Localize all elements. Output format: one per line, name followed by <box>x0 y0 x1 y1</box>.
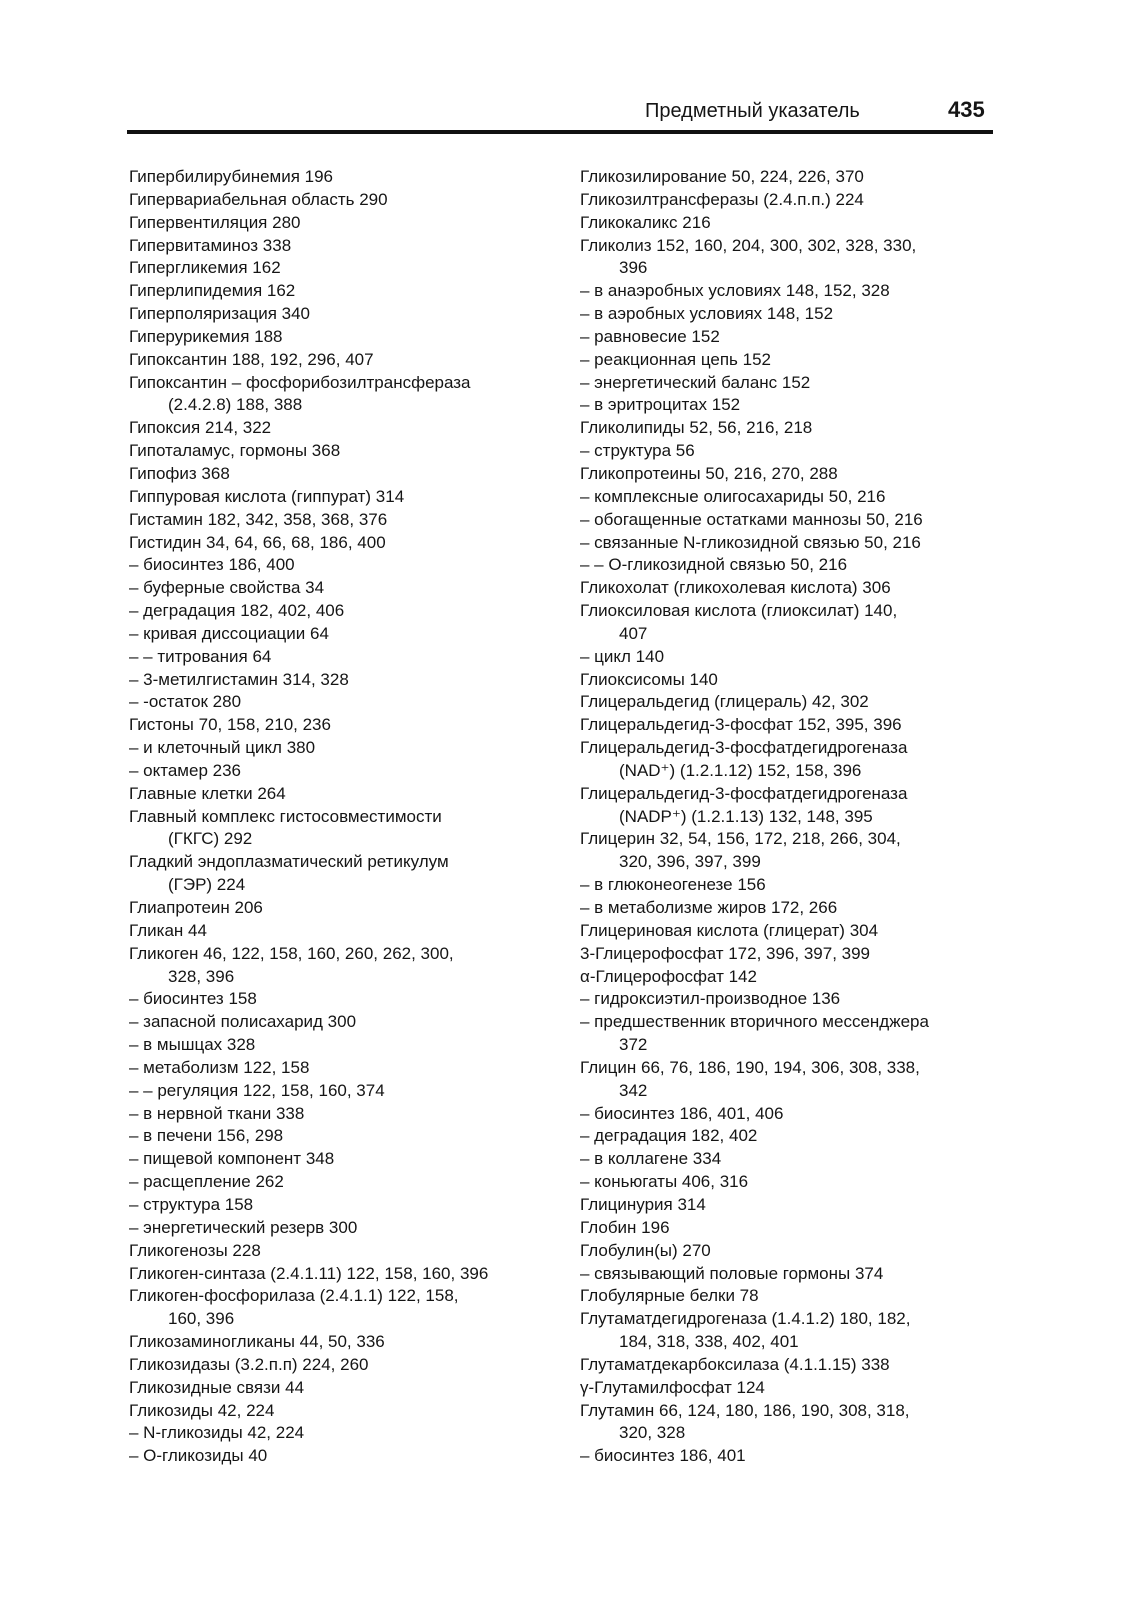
index-entry: Гликозилирование 50, 224, 226, 370 <box>580 167 864 186</box>
index-entry-continuation: 328, 396 <box>168 966 235 986</box>
index-entry: Гистидин 34, 64, 66, 68, 186, 400 <box>129 532 386 552</box>
index-entry: – связанные N-гликозидной связью 50, 216 <box>580 532 921 552</box>
index-entry-continuation: 396 <box>619 258 648 278</box>
index-entry: Гиперурикемия 188 <box>129 326 283 346</box>
index-entry: – 3-метилгистамин 314, 328 <box>129 669 349 689</box>
index-entry: – в коллагене 334 <box>580 1149 722 1169</box>
index-entry: – обогащенные остатками маннозы 50, 216 <box>580 509 923 529</box>
index-entry: Гликозилтрансферазы (2.4.п.п.) 224 <box>580 189 864 209</box>
index-entry: – в печени 156, 298 <box>129 1126 284 1146</box>
index-entry: – в аэробных условиях 148, 152 <box>580 304 834 324</box>
index-entry: Гипервентиляция 280 <box>129 212 301 232</box>
index-entry: Гликогенозы 228 <box>129 1240 261 1260</box>
index-entry: Гипергликемия 162 <box>129 258 281 278</box>
index-entry: Глутаматдекарбоксилаза (4.1.1.15) 338 <box>580 1354 890 1374</box>
index-entry: Глицеральдегид (глицераль) 42, 302 <box>580 692 869 712</box>
index-entry: – метаболизм 122, 158 <box>129 1057 310 1077</box>
index-entry: – в эритроцитах 152 <box>580 395 741 415</box>
index-entry: – равновесие 152 <box>580 326 720 346</box>
index-entry-continuation: (ГКГС) 292 <box>168 829 253 849</box>
index-entry: – биосинтез 186, 401 <box>580 1446 746 1466</box>
index-entry: Глобулярные белки 78 <box>580 1286 759 1306</box>
index-entry: Глицерин 32, 54, 156, 172, 218, 266, 304, <box>580 829 901 849</box>
index-entry: Главный комплекс гистосовместимости <box>129 806 442 826</box>
index-entry: – кривая диссоциации 64 <box>129 623 329 643</box>
index-entry: Гликопротеины 50, 216, 270, 288 <box>580 463 838 483</box>
index-entry: Глицин 66, 76, 186, 190, 194, 306, 308, 338, <box>580 1057 920 1077</box>
index-entry: Гликолипиды 52, 56, 216, 218 <box>580 418 813 438</box>
index-entry: – запасной полисахарид 300 <box>129 1012 357 1032</box>
index-entry: Глицеральдегид-3-фосфатдегидрогеназа <box>580 783 908 803</box>
index-entry: Глицеральдегид-3-фосфатдегидрогеназа <box>580 738 908 758</box>
index-entry: Глутаматдегидрогеназа (1.4.1.2) 180, 182, <box>580 1309 911 1329</box>
index-entry: – структура 56 <box>580 441 695 461</box>
index-entry: – пищевой компонент 348 <box>129 1149 335 1169</box>
index-entry: – -остаток 280 <box>129 692 242 712</box>
index-entry: Гликоген-фосфорилаза (2.4.1.1) 122, 158, <box>129 1286 459 1306</box>
index-entry: Гипоксантин – фосфорибозилтрансфераза <box>129 372 471 392</box>
index-entry: – деградация 182, 402, 406 <box>129 601 345 621</box>
index-entry: Гликозаминогликаны 44, 50, 336 <box>129 1332 385 1352</box>
index-entry: – O-гликозиды 40 <box>129 1446 268 1466</box>
index-entry: Гликозидазы (3.2.п.п) 224, 260 <box>129 1354 369 1374</box>
index-entry: – в метаболизме жиров 172, 266 <box>580 898 838 917</box>
index-entry-continuation: (NAD⁺) (1.2.1.12) 152, 158, 396 <box>619 760 862 780</box>
index-entry: – в мышцах 328 <box>129 1035 256 1055</box>
index-entry: Глицеральдегид-3-фосфат 152, 395, 396 <box>580 715 902 735</box>
index-entry: – буферные свойства 34 <box>129 578 325 598</box>
index-entry: – – O-гликозидной связью 50, 216 <box>580 555 848 575</box>
index-entry: – цикл 140 <box>580 646 665 666</box>
index-entry: – – регуляция 122, 158, 160, 374 <box>129 1080 385 1100</box>
index-entry: – связывающий половые гормоны 374 <box>580 1263 884 1283</box>
index-entry-continuation: 372 <box>619 1035 648 1055</box>
running-title: Предметный указатель <box>645 100 860 122</box>
index-entry: – комплексные олигосахариды 50, 216 <box>580 486 886 506</box>
header-divider <box>127 130 993 134</box>
index-entry: Гликозиды 42, 224 <box>129 1400 275 1420</box>
page-number: 435 <box>948 97 985 122</box>
index-entry: Гликокаликс 216 <box>580 212 711 232</box>
index-entry: Гликолиз 152, 160, 204, 300, 302, 328, 330, <box>580 235 917 255</box>
index-entry: – биосинтез 158 <box>129 989 257 1009</box>
index-entry: Гликан 44 <box>129 920 207 940</box>
index-entry: Гипербилирубинемия 196 <box>129 167 334 186</box>
index-entry: – структура 158 <box>129 1194 254 1214</box>
index-entry: – в глюконеогенезе 156 <box>580 875 766 895</box>
index-column-left <box>129 166 488 1468</box>
index-column-right <box>580 166 929 1468</box>
index-entry: Глиоксиловая кислота (глиоксилат) 140, <box>580 601 898 621</box>
index-entry-continuation: 184, 318, 338, 402, 401 <box>619 1332 799 1352</box>
index-entry: Главные клетки 264 <box>129 783 286 803</box>
index-entry: Глицериновая кислота (глицерат) 304 <box>580 920 879 940</box>
index-entry: Гипоксантин 188, 192, 296, 407 <box>129 349 374 369</box>
index-entry: Гликоген 46, 122, 158, 160, 260, 262, 300, <box>129 943 454 963</box>
index-entry: – деградация 182, 402 <box>580 1126 758 1146</box>
index-entry: – реакционная цепь 152 <box>580 349 771 369</box>
index-entry: Гликохолат (гликохолевая кислота) 306 <box>580 578 891 598</box>
index-entry-continuation: (NADP⁺) (1.2.1.13) 132, 148, 395 <box>619 806 873 826</box>
index-entry-continuation: 407 <box>619 623 648 643</box>
index-entry: Гистоны 70, 158, 210, 236 <box>129 715 331 735</box>
index-entry: Глутамин 66, 124, 180, 186, 190, 308, 318, <box>580 1400 910 1420</box>
index-entry: Глицинурия 314 <box>580 1194 706 1214</box>
index-entry: α-Глицерофосфат 142 <box>580 966 757 986</box>
index-entry: Гипервитаминоз 338 <box>129 235 292 255</box>
index-entry: Глиоксисомы 140 <box>580 669 718 689</box>
index-entry: – энергетический резерв 300 <box>129 1217 358 1237</box>
index-entry: – октамер 236 <box>129 760 241 780</box>
index-entry: Гипоталамус, гормоны 368 <box>129 441 341 461</box>
index-entry: Глиапротеин 206 <box>129 898 263 917</box>
index-entry: – N-гликозиды 42, 224 <box>129 1423 305 1443</box>
index-entry: – гидроксиэтил-производное 136 <box>580 989 841 1009</box>
index-entry: – биосинтез 186, 400 <box>129 555 295 575</box>
index-entry-continuation: 320, 396, 397, 399 <box>619 852 761 872</box>
index-entry-continuation: (2.4.2.8) 188, 388 <box>168 395 303 415</box>
index-entry: γ-Глутамилфосфат 124 <box>580 1377 765 1397</box>
index-entry-continuation: 160, 396 <box>168 1309 235 1329</box>
index-entry: – расщепление 262 <box>129 1172 284 1192</box>
index-entry: Глобин 196 <box>580 1217 670 1237</box>
index-entry: Гиперполяризация 340 <box>129 304 310 324</box>
index-entry: – предшественник вторичного мессенджера <box>580 1012 929 1032</box>
index-entry: Гиперлипидемия 162 <box>129 281 296 301</box>
index-entry: – в анаэробных условиях 148, 152, 328 <box>580 281 890 301</box>
index-entry: Гликоген-синтаза (2.4.1.11) 122, 158, 160, 396 <box>129 1263 489 1283</box>
index-entry: – и клеточный цикл 380 <box>129 738 316 758</box>
index-entry-continuation: (ГЭР) 224 <box>168 875 246 895</box>
index-entry: Гистамин 182, 342, 358, 368, 376 <box>129 509 388 529</box>
index-entry-continuation: 342 <box>619 1080 648 1100</box>
index-entry: Глобулин(ы) 270 <box>580 1240 711 1260</box>
index-entry: – биосинтез 186, 401, 406 <box>580 1103 784 1123</box>
index-entry: Гиппуровая кислота (гиппурат) 314 <box>129 486 405 506</box>
index-entry: Гладкий эндоплазматический ретикулум <box>129 852 449 872</box>
index-entry: – – титрования 64 <box>129 646 272 666</box>
index-entry: Гипофиз 368 <box>129 463 230 483</box>
index-entry: 3-Глицерофосфат 172, 396, 397, 399 <box>580 943 871 963</box>
index-entry: – в нервной ткани 338 <box>129 1103 305 1123</box>
index-entry: Гликозидные связи 44 <box>129 1377 305 1397</box>
index-entry: Гипоксия 214, 322 <box>129 418 272 438</box>
index-entry: Гипервариабельная область 290 <box>129 189 388 209</box>
index-entry: – коньюгаты 406, 316 <box>580 1172 749 1192</box>
index-entry-continuation: 320, 328 <box>619 1423 686 1443</box>
index-entry: – энергетический баланс 152 <box>580 372 811 392</box>
